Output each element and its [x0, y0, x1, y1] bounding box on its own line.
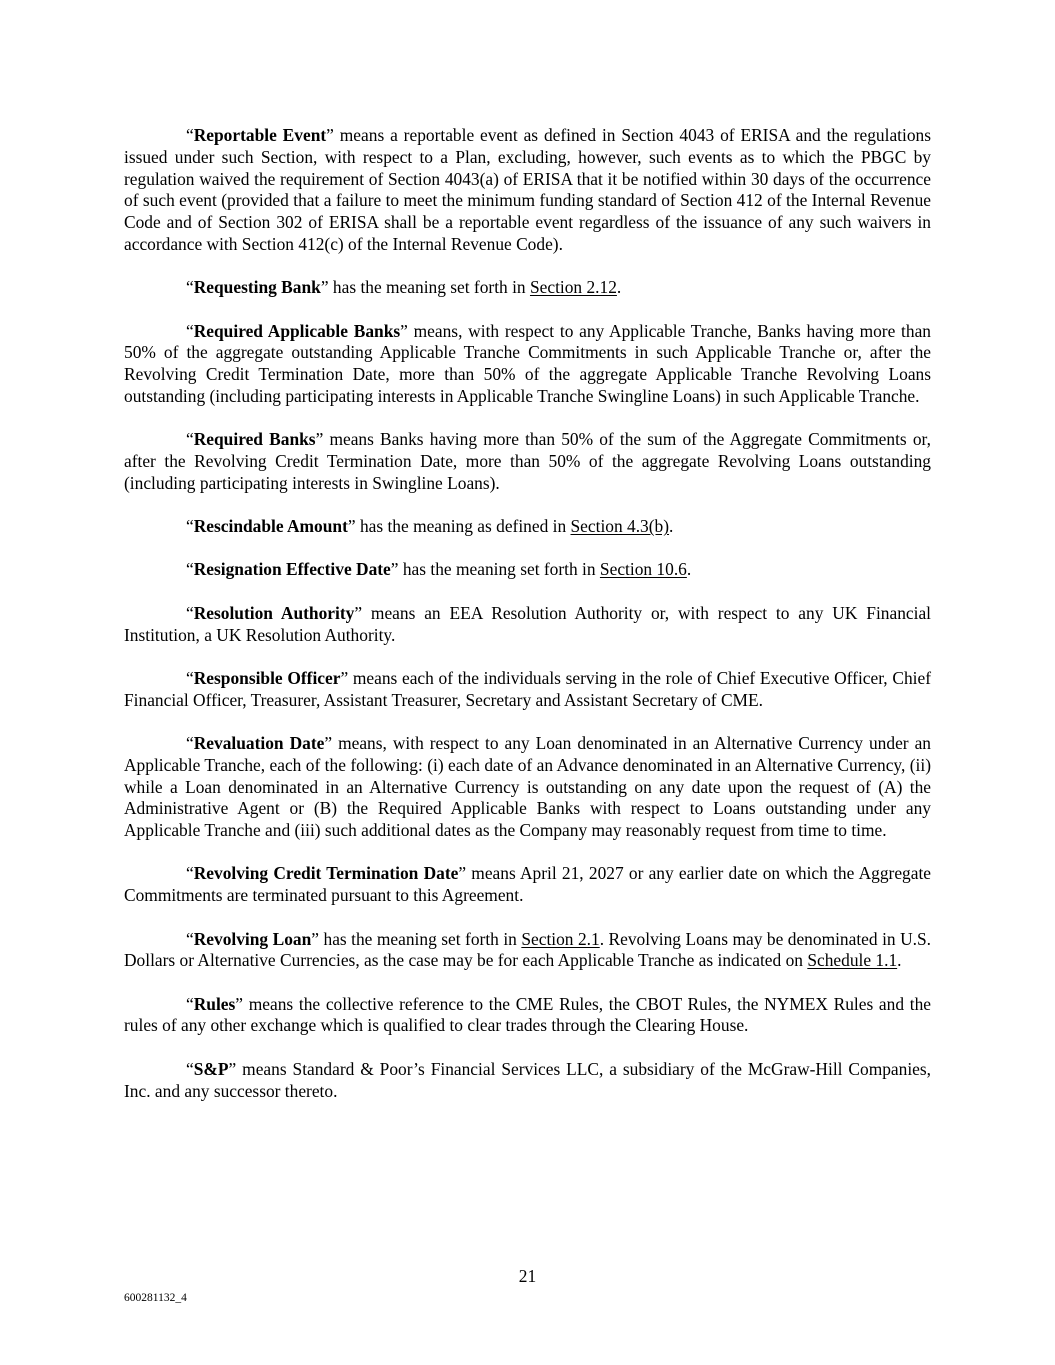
definition-paragraph	[124, 559, 931, 581]
cross-reference-link[interactable]: Section 2.12	[529, 277, 617, 298]
open-quote: “	[186, 993, 194, 1014]
open-quote: “	[186, 559, 194, 580]
close-quote: ”	[354, 602, 363, 623]
close-quote: ”	[326, 125, 334, 145]
definition-paragraph	[124, 429, 931, 494]
document-id: 600281132_4	[124, 1292, 187, 1304]
definition-text: means Standard & Poor’s Financial Services LLC, a subsidiary of the McGraw-Hill Companies, Inc. and any successor thereto.	[124, 1058, 931, 1101]
open-quote: “	[186, 320, 194, 341]
close-quote: ”	[390, 559, 399, 580]
close-quote: ”	[458, 863, 467, 884]
definition-paragraph	[124, 668, 931, 712]
defined-term: Revolving Credit Termination Date	[193, 863, 459, 884]
definition-text: means the collective reference to the CME Rules, the CBOT Rules, the NYMEX Rules and the rules of any other exchange which is qualified to clear trades through the Clearing House.	[124, 993, 931, 1036]
definition-text: means each of the individuals serving in the role of Chief Executive Officer, Chief Financial Officer, Treasurer, Assistant Treasurer, Secretary and Assistant Secretary of CME.	[124, 667, 931, 710]
defined-term: Rules	[193, 993, 236, 1014]
close-quote: ”	[347, 516, 356, 537]
definition-text: means April 21, 2027 or any earlier date on which the Aggregate Commitments are terminated pursuant to this Agreement.	[124, 863, 931, 906]
definition-paragraph	[124, 516, 931, 538]
open-quote: “	[186, 1058, 194, 1079]
open-quote: “	[186, 277, 194, 298]
definition-text: means, with respect to any Loan denominated in an Alternative Currency under an Applicable Tranche, each of the following: (i) each date of an Advance denominated in an Alternative Currency, (ii) while a Loan denominated in an Alternative Currency is outstanding on any date upon the request of (A) the Administrative Agent or (B) the Required Applicable Banks with respect to Loans outstanding under any Applicable Tranche and (iii) such additional dates as the Company may reasonably request from time to time.	[124, 732, 931, 841]
defined-term: Required Banks	[193, 429, 316, 450]
definition-text: .	[669, 516, 674, 537]
definition-text: .	[686, 559, 692, 580]
definition-paragraph	[124, 929, 931, 973]
defined-term: Required Applicable Banks	[193, 320, 401, 341]
defined-term: Resolution Authority	[193, 602, 355, 623]
definition-paragraph	[124, 321, 931, 408]
definition-text: .	[897, 950, 902, 971]
definition-paragraph	[124, 125, 931, 256]
open-quote: “	[186, 928, 194, 949]
close-quote: ”	[228, 1058, 237, 1079]
definition-paragraph	[124, 277, 931, 299]
defined-term: Revaluation Date	[193, 732, 325, 753]
close-quote: ”	[340, 667, 349, 688]
definition-text: means a reportable event as defined in Section 4043 of ERISA and the regulations issued under such Section, with respect to a Plan, excluding, however, such events as to which the PBGC by regulation waived the requirement of Section 4043(a) of ERISA that it be notified within 30 days of the occurrence of such event (provided that a failure to meet the minimum funding standard of Section 412 of the Internal Revenue Code and of Section 302 of ERISA shall be a reportable event regardless of the issuance of any such waivers in accordance with Section 412(c) of the Internal Revenue Code).	[124, 125, 931, 254]
definition-text: has the meaning set forth in	[328, 277, 530, 298]
close-quote: ”	[320, 277, 329, 298]
open-quote: “	[186, 516, 194, 537]
close-quote: ”	[235, 993, 244, 1014]
close-quote: ”	[324, 732, 333, 753]
cross-reference-link[interactable]: Schedule 1.1	[807, 950, 898, 971]
defined-term: Requesting Bank	[193, 277, 321, 298]
defined-term: Rescindable Amount	[193, 516, 348, 537]
close-quote: ”	[315, 429, 324, 450]
definition-text: means an EEA Resolution Authority or, with respect to any UK Financial Institution, a UK Resolution Authority.	[124, 602, 931, 645]
definition-paragraph	[124, 603, 931, 647]
definition-paragraph	[124, 863, 931, 907]
open-quote: “	[186, 125, 194, 145]
definition-text: has the meaning set forth in	[319, 928, 522, 949]
cross-reference-link[interactable]: Section 4.3(b)	[570, 516, 670, 537]
open-quote: “	[186, 863, 194, 884]
definition-text: .	[616, 277, 622, 298]
open-quote: “	[186, 429, 194, 450]
cross-reference-link[interactable]: Section 10.6	[599, 559, 687, 580]
defined-term: Reportable Event	[193, 125, 327, 145]
definition-text: . Revolving Loans may be denominated in U.S. Dollars or Alternative Currencies, as the case may be for each Applicable Tranche as indicated on	[124, 928, 932, 971]
open-quote: “	[186, 602, 194, 623]
definition-paragraph	[124, 733, 931, 842]
definition-paragraph	[124, 1059, 931, 1103]
close-quote: ”	[311, 928, 320, 949]
cross-reference-link[interactable]: Section 2.1	[521, 928, 600, 949]
page-number: 21	[518, 1266, 537, 1286]
open-quote: “	[186, 667, 194, 688]
definition-text: means Banks having more than 50% of the sum of the Aggregate Commitments or, after the Revolving Credit Termination Date, more than 50% of the aggregate Revolving Loans outstanding (including participating interests in Swingline Loans).	[124, 429, 931, 493]
defined-term: Revolving Loan	[193, 928, 312, 949]
definition-paragraph	[124, 994, 931, 1038]
defined-term: Resignation Effective Date	[193, 559, 391, 580]
defined-term: S&P	[193, 1058, 229, 1079]
definition-text: has the meaning as defined in	[355, 516, 571, 537]
definition-text: means, with respect to any Applicable Tranche, Banks having more than 50% of the aggregate outstanding Applicable Tranche Commitments in such Applicable Tranche or, after the Revolving Credit Termination Date, more than 50% of the aggregate Applicable Tranche Revolving Loans outstanding (including participating interests in Applicable Tranche Swingline Loans) in such Applicable Tranche.	[124, 320, 931, 406]
definition-text: has the meaning set forth in	[398, 559, 600, 580]
close-quote: ”	[400, 320, 408, 341]
document-body	[124, 125, 931, 1124]
open-quote: “	[186, 732, 194, 753]
defined-term: Responsible Officer	[193, 667, 341, 688]
